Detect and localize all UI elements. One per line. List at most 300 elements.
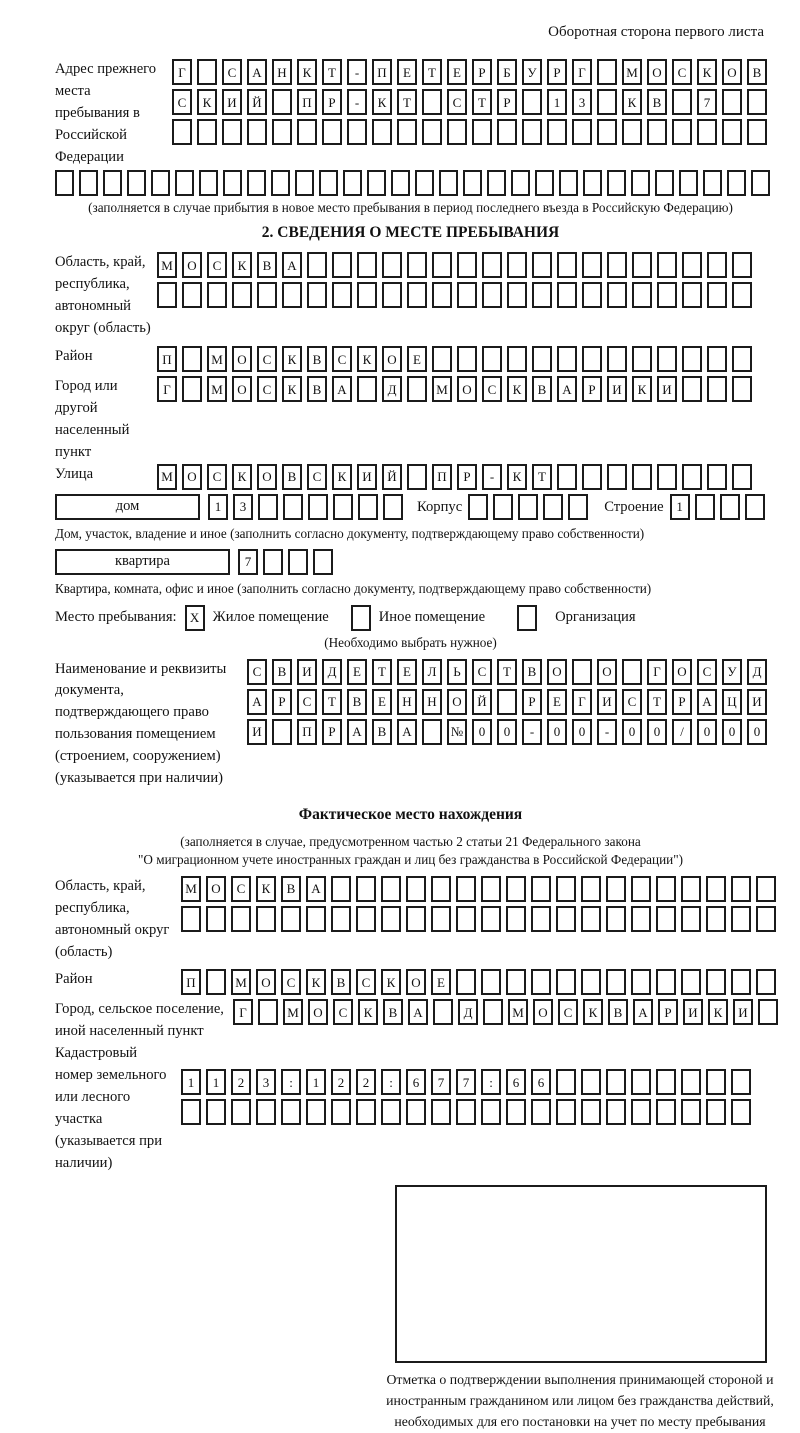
form-cell[interactable] [707, 376, 727, 402]
form-cell[interactable] [381, 906, 401, 932]
form-cell[interactable] [307, 252, 327, 278]
form-cell[interactable]: 6 [406, 1069, 426, 1095]
form-cell[interactable]: Г [572, 59, 592, 85]
form-cell[interactable] [222, 119, 242, 145]
form-cell[interactable] [197, 119, 217, 145]
form-cell[interactable] [756, 876, 776, 902]
form-cell[interactable]: 3 [233, 494, 253, 520]
form-cell[interactable]: О [722, 59, 742, 85]
form-cell[interactable] [357, 252, 377, 278]
form-cell[interactable] [223, 170, 242, 196]
form-cell[interactable] [272, 719, 292, 745]
form-cell[interactable] [607, 464, 627, 490]
form-cell[interactable] [706, 906, 726, 932]
form-cell[interactable]: С [207, 252, 227, 278]
form-cell[interactable]: Й [247, 89, 267, 115]
form-cell[interactable] [731, 1099, 751, 1125]
form-cell[interactable] [481, 1099, 501, 1125]
form-cell[interactable] [463, 170, 482, 196]
form-cell[interactable] [532, 282, 552, 308]
form-cell[interactable]: О [257, 464, 277, 490]
form-cell[interactable] [631, 170, 650, 196]
form-cell[interactable] [206, 906, 226, 932]
form-cell[interactable] [347, 119, 367, 145]
form-cell[interactable]: К [358, 999, 378, 1025]
form-cell[interactable]: О [382, 346, 402, 372]
form-cell[interactable] [483, 999, 503, 1025]
form-cell[interactable]: 1 [547, 89, 567, 115]
form-cell[interactable]: Р [522, 689, 542, 715]
form-cell[interactable]: И [597, 689, 617, 715]
form-cell[interactable]: К [232, 464, 252, 490]
form-cell[interactable] [481, 876, 501, 902]
form-cell[interactable] [557, 252, 577, 278]
form-cell[interactable]: П [297, 89, 317, 115]
form-cell[interactable]: С [672, 59, 692, 85]
form-cell[interactable] [697, 119, 717, 145]
form-cell[interactable]: С [257, 346, 277, 372]
form-cell[interactable] [556, 876, 576, 902]
form-cell[interactable] [745, 494, 765, 520]
form-cell[interactable] [747, 89, 767, 115]
form-cell[interactable] [407, 376, 427, 402]
form-cell[interactable]: В [383, 999, 403, 1025]
form-cell[interactable]: С [447, 89, 467, 115]
form-cell[interactable]: О [182, 464, 202, 490]
form-cell[interactable] [657, 464, 677, 490]
form-cell[interactable] [322, 119, 342, 145]
form-cell[interactable] [655, 170, 674, 196]
form-cell[interactable] [531, 1099, 551, 1125]
form-cell[interactable] [432, 282, 452, 308]
form-cell[interactable] [497, 689, 517, 715]
form-cell[interactable]: 2 [356, 1069, 376, 1095]
form-cell[interactable]: К [332, 464, 352, 490]
form-cell[interactable]: А [247, 689, 267, 715]
form-cell[interactable]: Е [347, 659, 367, 685]
form-cell[interactable] [331, 1099, 351, 1125]
form-cell[interactable]: О [672, 659, 692, 685]
form-cell[interactable] [383, 494, 403, 520]
form-cell[interactable] [472, 119, 492, 145]
form-cell[interactable] [632, 346, 652, 372]
form-cell[interactable] [406, 1099, 426, 1125]
form-cell[interactable]: Ц [722, 689, 742, 715]
form-cell[interactable] [439, 170, 458, 196]
form-cell[interactable] [422, 119, 442, 145]
form-cell[interactable] [681, 906, 701, 932]
form-cell[interactable]: / [672, 719, 692, 745]
form-cell[interactable] [367, 170, 386, 196]
form-cell[interactable]: 6 [531, 1069, 551, 1095]
form-cell[interactable] [722, 119, 742, 145]
form-cell[interactable]: Е [547, 689, 567, 715]
form-cell[interactable]: В [307, 346, 327, 372]
form-cell[interactable] [432, 252, 452, 278]
form-cell[interactable] [706, 969, 726, 995]
form-cell[interactable] [606, 1099, 626, 1125]
form-cell[interactable] [407, 252, 427, 278]
form-cell[interactable] [631, 1069, 651, 1095]
form-cell[interactable] [557, 282, 577, 308]
form-cell[interactable] [731, 906, 751, 932]
form-cell[interactable] [391, 170, 410, 196]
form-cell[interactable] [681, 969, 701, 995]
form-cell[interactable] [297, 119, 317, 145]
form-cell[interactable]: 2 [231, 1069, 251, 1095]
form-cell[interactable] [582, 464, 602, 490]
form-cell[interactable] [631, 876, 651, 902]
form-cell[interactable]: 1 [670, 494, 690, 520]
form-cell[interactable] [306, 1099, 326, 1125]
form-cell[interactable]: К [507, 376, 527, 402]
form-cell[interactable]: 7 [238, 549, 258, 575]
form-cell[interactable] [532, 252, 552, 278]
form-cell[interactable]: И [657, 376, 677, 402]
form-cell[interactable] [556, 906, 576, 932]
form-cell[interactable] [581, 1069, 601, 1095]
form-cell[interactable] [556, 1069, 576, 1095]
form-cell[interactable] [631, 1099, 651, 1125]
form-cell[interactable] [415, 170, 434, 196]
form-cell[interactable]: М [207, 346, 227, 372]
form-cell[interactable]: Р [582, 376, 602, 402]
form-cell[interactable] [657, 346, 677, 372]
form-cell[interactable] [256, 1099, 276, 1125]
form-cell[interactable] [482, 346, 502, 372]
form-cell[interactable] [547, 119, 567, 145]
form-cell[interactable]: 0 [572, 719, 592, 745]
form-cell[interactable] [511, 170, 530, 196]
form-cell[interactable] [531, 876, 551, 902]
form-cell[interactable] [351, 605, 371, 631]
form-cell[interactable]: К [381, 969, 401, 995]
form-cell[interactable]: В [647, 89, 667, 115]
form-cell[interactable] [731, 876, 751, 902]
form-cell[interactable] [506, 876, 526, 902]
form-cell[interactable] [731, 1069, 751, 1095]
form-cell[interactable]: М [622, 59, 642, 85]
form-cell[interactable]: Р [457, 464, 477, 490]
form-cell[interactable] [707, 282, 727, 308]
form-cell[interactable]: М [207, 376, 227, 402]
form-cell[interactable] [631, 969, 651, 995]
form-cell[interactable] [656, 1099, 676, 1125]
form-cell[interactable]: М [157, 464, 177, 490]
form-cell[interactable]: Е [372, 689, 392, 715]
form-cell[interactable]: С [697, 659, 717, 685]
form-cell[interactable] [432, 346, 452, 372]
form-cell[interactable] [407, 282, 427, 308]
form-cell[interactable]: Л [422, 659, 442, 685]
form-cell[interactable] [695, 494, 715, 520]
form-cell[interactable] [182, 282, 202, 308]
form-cell[interactable] [631, 906, 651, 932]
form-cell[interactable]: 0 [647, 719, 667, 745]
form-cell[interactable]: В [372, 719, 392, 745]
form-cell[interactable]: Р [322, 719, 342, 745]
form-cell[interactable] [682, 282, 702, 308]
form-cell[interactable] [522, 89, 542, 115]
form-cell[interactable] [531, 969, 551, 995]
form-cell[interactable] [682, 346, 702, 372]
form-cell[interactable] [433, 999, 453, 1025]
form-cell[interactable]: : [381, 1069, 401, 1095]
form-cell[interactable]: 1 [181, 1069, 201, 1095]
form-cell[interactable] [707, 464, 727, 490]
form-cell[interactable] [656, 906, 676, 932]
form-cell[interactable]: М [157, 252, 177, 278]
form-cell[interactable]: 0 [497, 719, 517, 745]
form-cell[interactable] [482, 252, 502, 278]
form-cell[interactable]: О [447, 689, 467, 715]
form-cell[interactable] [632, 252, 652, 278]
form-cell[interactable] [247, 170, 266, 196]
form-cell[interactable]: Е [407, 346, 427, 372]
form-cell[interactable] [706, 1099, 726, 1125]
form-cell[interactable]: И [357, 464, 377, 490]
form-cell[interactable] [597, 119, 617, 145]
form-cell[interactable] [581, 876, 601, 902]
form-cell[interactable] [543, 494, 563, 520]
form-cell[interactable] [181, 1099, 201, 1125]
form-cell[interactable]: С [257, 376, 277, 402]
form-cell[interactable] [582, 282, 602, 308]
form-cell[interactable] [295, 170, 314, 196]
form-cell[interactable]: К [622, 89, 642, 115]
form-cell[interactable] [606, 906, 626, 932]
form-cell[interactable]: : [281, 1069, 301, 1095]
form-cell[interactable] [622, 119, 642, 145]
form-cell[interactable] [281, 906, 301, 932]
form-cell[interactable]: Р [658, 999, 678, 1025]
form-cell[interactable] [382, 282, 402, 308]
form-cell[interactable] [307, 282, 327, 308]
form-cell[interactable] [283, 494, 303, 520]
form-cell[interactable] [356, 906, 376, 932]
form-cell[interactable] [481, 906, 501, 932]
form-cell[interactable] [682, 376, 702, 402]
form-cell[interactable] [756, 969, 776, 995]
form-cell[interactable]: И [297, 659, 317, 685]
form-cell[interactable]: 0 [697, 719, 717, 745]
form-cell[interactable]: П [372, 59, 392, 85]
form-cell[interactable]: - [597, 719, 617, 745]
form-cell[interactable] [79, 170, 98, 196]
form-cell[interactable]: А [633, 999, 653, 1025]
form-cell[interactable]: С [622, 689, 642, 715]
form-cell[interactable]: Т [532, 464, 552, 490]
form-cell[interactable]: Г [157, 376, 177, 402]
form-cell[interactable]: А [557, 376, 577, 402]
form-cell[interactable]: - [482, 464, 502, 490]
form-cell[interactable] [632, 282, 652, 308]
form-cell[interactable] [747, 119, 767, 145]
form-cell[interactable] [456, 906, 476, 932]
form-cell[interactable] [406, 906, 426, 932]
form-cell[interactable]: Т [422, 59, 442, 85]
form-cell[interactable]: Р [472, 59, 492, 85]
form-cell[interactable]: Т [647, 689, 667, 715]
form-cell[interactable] [657, 282, 677, 308]
form-cell[interactable]: В [281, 876, 301, 902]
form-cell[interactable]: 2 [331, 1069, 351, 1095]
form-cell[interactable] [207, 282, 227, 308]
form-cell[interactable] [581, 906, 601, 932]
form-cell[interactable]: А [332, 376, 352, 402]
form-cell[interactable]: А [408, 999, 428, 1025]
form-cell[interactable] [288, 549, 308, 575]
form-cell[interactable] [597, 59, 617, 85]
form-cell[interactable]: К [372, 89, 392, 115]
form-cell[interactable]: К [357, 346, 377, 372]
form-cell[interactable] [357, 376, 377, 402]
form-cell[interactable]: - [522, 719, 542, 745]
form-cell[interactable]: К [697, 59, 717, 85]
form-cell[interactable]: И [747, 689, 767, 715]
form-cell[interactable]: В [522, 659, 542, 685]
form-cell[interactable] [681, 1099, 701, 1125]
form-cell[interactable] [356, 876, 376, 902]
form-cell[interactable]: П [181, 969, 201, 995]
form-cell[interactable] [313, 549, 333, 575]
form-cell[interactable]: И [222, 89, 242, 115]
form-cell[interactable]: Е [397, 59, 417, 85]
form-cell[interactable] [681, 876, 701, 902]
form-cell[interactable] [263, 549, 283, 575]
form-cell[interactable] [607, 346, 627, 372]
form-cell[interactable]: Г [647, 659, 667, 685]
form-cell[interactable] [258, 494, 278, 520]
form-cell[interactable] [457, 346, 477, 372]
form-cell[interactable] [257, 282, 277, 308]
form-cell[interactable] [199, 170, 218, 196]
form-cell[interactable]: Р [672, 689, 692, 715]
form-cell[interactable] [182, 376, 202, 402]
form-cell[interactable]: О [533, 999, 553, 1025]
form-cell[interactable]: Д [747, 659, 767, 685]
form-cell[interactable] [722, 89, 742, 115]
form-cell[interactable] [306, 906, 326, 932]
form-cell[interactable]: О [647, 59, 667, 85]
form-cell[interactable] [397, 119, 417, 145]
form-cell[interactable] [506, 969, 526, 995]
checkbox-organization[interactable] [509, 605, 545, 631]
form-cell[interactable] [656, 1069, 676, 1095]
form-cell[interactable] [518, 494, 538, 520]
form-cell[interactable] [333, 494, 353, 520]
form-cell[interactable] [656, 969, 676, 995]
form-cell[interactable]: С [472, 659, 492, 685]
form-cell[interactable] [197, 59, 217, 85]
form-cell[interactable]: А [282, 252, 302, 278]
form-cell[interactable]: : [481, 1069, 501, 1095]
form-cell[interactable]: О [182, 252, 202, 278]
form-cell[interactable]: С [207, 464, 227, 490]
form-cell[interactable]: С [558, 999, 578, 1025]
form-cell[interactable]: В [257, 252, 277, 278]
form-cell[interactable] [720, 494, 740, 520]
form-cell[interactable] [422, 89, 442, 115]
form-cell[interactable] [607, 252, 627, 278]
form-cell[interactable]: О [597, 659, 617, 685]
form-cell[interactable] [497, 119, 517, 145]
form-cell[interactable]: С [172, 89, 192, 115]
form-cell[interactable] [272, 89, 292, 115]
form-cell[interactable] [732, 346, 752, 372]
form-cell[interactable] [55, 170, 74, 196]
form-cell[interactable] [456, 876, 476, 902]
form-cell[interactable] [431, 876, 451, 902]
form-cell[interactable]: Е [431, 969, 451, 995]
form-cell[interactable]: В [747, 59, 767, 85]
form-cell[interactable] [332, 282, 352, 308]
form-cell[interactable]: Т [397, 89, 417, 115]
form-cell[interactable] [607, 170, 626, 196]
form-cell[interactable] [656, 876, 676, 902]
form-cell[interactable] [356, 1099, 376, 1125]
form-cell[interactable] [706, 1069, 726, 1095]
form-cell[interactable]: В [272, 659, 292, 685]
form-cell[interactable]: Н [272, 59, 292, 85]
form-cell[interactable] [557, 346, 577, 372]
form-cell[interactable] [507, 346, 527, 372]
form-cell[interactable]: 1 [306, 1069, 326, 1095]
form-cell[interactable]: Е [447, 59, 467, 85]
form-cell[interactable]: С [297, 689, 317, 715]
form-cell[interactable]: 1 [208, 494, 228, 520]
form-cell[interactable]: П [157, 346, 177, 372]
form-cell[interactable] [581, 1099, 601, 1125]
form-cell[interactable]: И [247, 719, 267, 745]
form-cell[interactable]: - [347, 59, 367, 85]
form-cell[interactable]: Т [322, 689, 342, 715]
form-cell[interactable] [682, 464, 702, 490]
form-cell[interactable] [751, 170, 770, 196]
form-cell[interactable] [559, 170, 578, 196]
form-cell[interactable] [281, 1099, 301, 1125]
form-cell[interactable]: № [447, 719, 467, 745]
form-cell[interactable] [181, 906, 201, 932]
form-cell[interactable]: Г [233, 999, 253, 1025]
form-cell[interactable] [332, 252, 352, 278]
form-cell[interactable] [271, 170, 290, 196]
form-cell[interactable]: Т [472, 89, 492, 115]
form-cell[interactable] [517, 605, 537, 631]
form-cell[interactable] [308, 494, 328, 520]
form-cell[interactable] [707, 252, 727, 278]
form-cell[interactable] [606, 969, 626, 995]
form-cell[interactable]: М [181, 876, 201, 902]
form-cell[interactable] [606, 1069, 626, 1095]
form-cell[interactable]: И [607, 376, 627, 402]
form-cell[interactable]: Б [497, 59, 517, 85]
form-cell[interactable] [103, 170, 122, 196]
form-cell[interactable]: К [708, 999, 728, 1025]
form-cell[interactable]: 0 [747, 719, 767, 745]
form-cell[interactable]: К [306, 969, 326, 995]
form-cell[interactable] [493, 494, 513, 520]
form-cell[interactable]: В [282, 464, 302, 490]
form-cell[interactable]: О [457, 376, 477, 402]
form-cell[interactable] [732, 282, 752, 308]
form-cell[interactable] [506, 906, 526, 932]
form-cell[interactable]: О [256, 969, 276, 995]
form-cell[interactable] [331, 876, 351, 902]
form-cell[interactable] [706, 876, 726, 902]
form-cell[interactable]: Т [497, 659, 517, 685]
form-cell[interactable] [431, 1099, 451, 1125]
